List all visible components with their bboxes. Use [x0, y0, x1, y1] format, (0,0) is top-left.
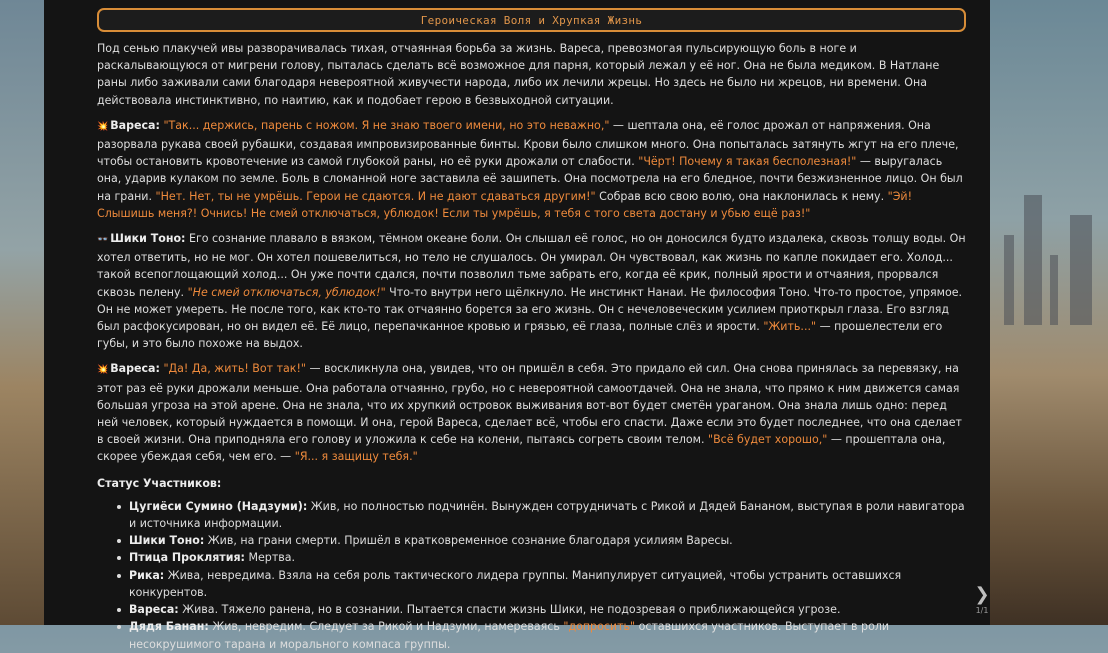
status-item-name: Птица Проклятия:	[129, 551, 245, 565]
dialogue-quote: "Чёрт! Почему я такая бесполезная!"	[638, 155, 857, 169]
dialogue-quote: "Я... я защищу тебя."	[294, 450, 418, 464]
status-list	[117, 498, 967, 653]
dialogue-quote: "Не смей отключаться, ублюдок!"	[187, 285, 386, 299]
narration: Его сознание плавало в вязком, тёмном океане боли. Он слышал её голос, но он доносился будто издалека, сквозь толщу воды. Он хотел ответить, но не мог. Он хотел пошевелиться, но тело не слушалось. Он умирал. Он чувствовал, как жизнь по капле покидает его. Холод... такой всепоглощающий холод... Он уже почти сдался, почти позволил тьме забрать его, когда её крик, полный ярости и отчаяния, прорвался сквозь пелену.	[97, 232, 966, 299]
background-left	[0, 0, 44, 625]
story-content	[97, 40, 967, 653]
paragraph-shiki	[97, 230, 967, 352]
narration: Собрав всю свою волю, она наклонилась к нему.	[595, 189, 888, 203]
status-item-text: Жив, невредим. Следует за Рикой и Надзуми, намереваясь	[208, 620, 564, 634]
status-item	[117, 567, 967, 601]
dialogue-quote: "Эй! Слышишь меня?! Очнись! Не смей отключаться, ублюдок! Если ты умрёшь, я тебя с того света достану и убью ещё раз!"	[97, 189, 913, 220]
status-item	[117, 549, 967, 566]
status-item-text: Мертва.	[244, 551, 296, 565]
dialogue-quote: "Всё будет хорошо,"	[708, 433, 828, 447]
narration: — шептала она, её голос дрожал от напряжения. Она разорвала рукава своей рубашки, создавая импровизированные бинты. Крови было слишком много. Она попыталась затянуть жгут на его плече, чтобы остановить кровотечение из самой глубокой раны, но её руки дрожали от слабости.	[97, 118, 959, 169]
status-item-name: Рика:	[129, 568, 165, 582]
status-item-text: Жив, на грани смерти. Пришёл в кратковременное сознание благодаря усилиям Варесы.	[204, 534, 733, 548]
narration: — прошелестели его губы, и это было похоже на выдох.	[97, 320, 943, 351]
speaker-name: Вареса:	[110, 118, 160, 132]
explosion-icon: 💥	[97, 121, 109, 132]
narration: — выругалась она, ударив кулаком по земле. Боль в сломанной ноге заставила её зашипеть. Она посмотрела на его бледное, почти безжизненное лицо. Он был на грани.	[97, 155, 963, 203]
status-item-text: Жива, невредима. Взяла на себя роль тактического лидера группы. Манипулирует ситуацией, чтобы устранить оставшихся конкурентов.	[129, 568, 902, 599]
status-item	[117, 498, 967, 532]
paragraph-intro: Под сенью плакучей ивы разворачивалась тихая, отчаянная борьба за жизнь. Вареса, превозмогая пульсирующую боль в ноге и раскалывающуюся от мигрени голову, пыталась сделать всё возможное для парня, который лежал у её ног. Она не была медиком. В Натлане раны либо заживали сами благодаря невероятной живучести народа, либо их лечили жрецы. Но здесь не было ни жрецов, ни времени. Она действовала инстинктивно, по наитию, как и подобает герою в безвыходной ситуации.	[97, 42, 940, 107]
status-heading: Статус Участников:	[97, 476, 222, 490]
chevron-right-icon[interactable]: ❯	[974, 584, 990, 605]
dialogue-quote: "Жить..."	[763, 320, 817, 334]
status-item-text: Жив, но полностью подчинён. Вынужден сотрудничать с Рикой и Дядей Бананом, выступая в роли навигатора и источника информации.	[129, 499, 965, 531]
status-item-text: Жива. Тяжело ранена, но в сознании. Пытается спасти жизнь Шики, не подозревая о приближающейся угрозе.	[178, 603, 841, 617]
glasses-icon: 👓	[97, 235, 109, 246]
narration: Что-то внутри него щёлкнуло. Не инстинкт Нанаи. Не философия Тоно. Что-то простое, упрямое. Он не может умереть. Не после того, как кто-то так отчаянно борется за его жизнь. Он с нечеловеческим усилием приоткрыл глаза. Его взгляд был расфокусирован, но он видел её. Её лицо, перепачканное кровью и грязью, её глаза, полные слёз и ярости.	[97, 285, 963, 334]
speaker-name: Шики Тоно:	[110, 232, 186, 246]
explosion-icon: 💥	[97, 365, 109, 376]
speaker-name: Вареса:	[110, 362, 160, 376]
status-item-name: Вареса:	[129, 603, 179, 617]
story-title-box	[97, 8, 966, 32]
narration: — прошептала она, скорее убеждая себя, чем его. —	[97, 433, 946, 464]
background-right	[990, 0, 1108, 625]
dialogue-quote: "Так... держись, парень с ножом. Я не знаю твоего имени, но это неважно,"	[163, 118, 610, 132]
paragraph-varesa-2	[97, 360, 967, 465]
dialogue-quote: "Нет. Нет, ты не умрёшь. Герои не сдаются. И не дают сдаваться другим!"	[155, 189, 596, 203]
pager	[972, 586, 992, 615]
status-item	[117, 618, 967, 652]
status-item	[117, 532, 967, 549]
page-count: 1/1	[975, 606, 989, 615]
status-item	[117, 601, 967, 618]
status-item-name: Цугиёси Сумино (Надзуми):	[129, 499, 308, 513]
status-item-text: оставшихся участников. Выступает в роли несокрушимого тарана и морального компаса группы.	[129, 620, 890, 651]
story-panel	[44, 0, 990, 651]
status-item-name: Дядя Банан:	[129, 620, 209, 634]
story-title: Героическая Воля и Хрупкая Жизнь	[420, 13, 643, 27]
status-item-quote: "допросить"	[563, 620, 636, 634]
paragraph-varesa-1	[97, 117, 967, 222]
status-item-name: Шики Тоно:	[129, 534, 205, 548]
dialogue-quote: "Да! Да, жить! Вот так!"	[163, 362, 306, 376]
narration: — воскликнула она, увидев, что он пришёл в себя. Это придало ей сил. Она снова принялась за перевязку, на этот раз её руки дрожали меньше. Она работала отчаянно, грубо, но с невероятной самоотдачей. Она не знала, что прямо к ним движется самая большая угроза на этой арене. Она не знала, что их хрупкий островок выживания вот-вот будет сметён ураганом. Она знала лишь одно: перед ней человек, который нуждается в помощи. И она, герой Вареса, сделает всё, чтобы его спасти. Даже если это будет последнее, что она сделает в своей жизни. Она приподняла его голову и уложила к себе на колени, пытаясь согреть своим телом.	[97, 362, 962, 447]
